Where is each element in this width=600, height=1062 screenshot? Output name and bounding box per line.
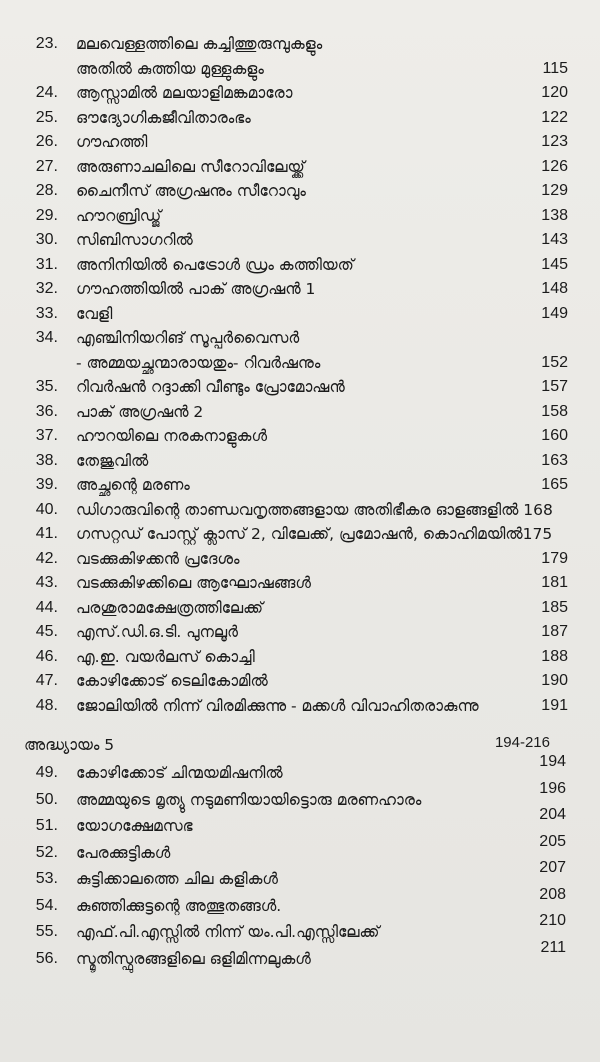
entry-page-number: 160	[541, 427, 568, 444]
toc-list	[0, 32, 600, 718]
chapter-label: അദ്ധ്യായം 5	[24, 736, 115, 754]
entry-title	[68, 400, 600, 425]
entry-page-number: 191	[541, 696, 568, 714]
entry-title-line: യോഗക്ഷേമസഭ	[76, 817, 193, 835]
entry-title	[68, 204, 600, 229]
entry-page-number: 123	[541, 133, 568, 150]
entry-title	[68, 547, 600, 572]
toc-entry	[0, 498, 600, 523]
entry-number: 42.	[35, 549, 58, 567]
entry-title-line: പരശുരാമക്ഷേത്രത്തിലേക്ക്	[76, 598, 264, 617]
entry-title-line: ഗൗഹത്തി	[76, 133, 148, 151]
entry-title	[68, 473, 600, 498]
entry-title-line: ഡിഗാരുവിന്റെ താണ്ഡവനൃത്തങ്ങളായ അതിഭീകര ഓളങ്ങളിൽ 168	[76, 500, 553, 519]
chapter-page-range: 194-216	[494, 734, 550, 751]
entry-title-line: ചൈനീസ് അഗ്രഷനും സീറോവും	[76, 182, 306, 200]
entry-number: 35.	[35, 378, 58, 395]
entry-title	[68, 498, 600, 523]
entry-number: 44.	[35, 598, 58, 616]
entry-title-line: വടക്കുകിഴക്കിലെ ആഘോഷങ്ങൾ	[76, 574, 311, 592]
entry-number: 43.	[35, 574, 58, 591]
entry-title-line: അരുണാചലിലെ സീറോവിലേയ്ക്ക്	[76, 157, 305, 176]
entry-title	[68, 155, 600, 180]
toc-entry	[0, 253, 600, 278]
toc-entry	[0, 473, 600, 498]
entry-title	[68, 302, 600, 327]
entry-title	[68, 787, 600, 814]
table-of-contents	[0, 32, 600, 972]
entry-number: 25.	[35, 108, 58, 126]
entry-title	[68, 81, 600, 106]
entry-title-line: അമ്മയുടെ മൃത്യു നടുമണിയായിട്ടൊരു മരണഹാരം	[76, 790, 422, 809]
entry-title	[68, 813, 600, 840]
entry-title	[68, 946, 600, 973]
entry-number: 46.	[35, 647, 58, 665]
entry-page-number: 148	[541, 280, 568, 297]
entry-title-line: അച്ഛന്റെ മരണം	[76, 476, 190, 494]
entry-number: 53.	[35, 870, 58, 887]
toc-entry	[0, 375, 600, 400]
entry-number: 55.	[35, 923, 58, 940]
entry-number: 30.	[35, 231, 58, 248]
entry-title-line: വടക്കുകിഴക്കൻ പ്രദേശം	[76, 549, 240, 568]
entry-title	[68, 106, 600, 131]
entry-page-number: 211	[540, 938, 566, 956]
entry-title-line: സിബിസാഗറിൽ	[76, 231, 193, 249]
entry-number: 47.	[35, 672, 58, 689]
entry-page-number: 126	[541, 157, 568, 175]
entry-number: 49.	[35, 764, 58, 781]
toc-list-chapter-5	[0, 753, 600, 972]
entry-title	[68, 32, 600, 81]
toc-entry	[0, 81, 600, 106]
entry-page-number: 207	[539, 859, 566, 876]
entry-title	[68, 760, 600, 787]
toc-entry	[0, 179, 600, 204]
toc-entry	[0, 885, 600, 920]
entry-page-number: 204	[539, 806, 566, 823]
entry-title	[68, 449, 600, 474]
entry-number: 29.	[35, 206, 58, 224]
entry-title-line: മലവെള്ളത്തിലെ കച്ചിത്തുരുമ്പുകളും	[76, 35, 323, 53]
toc-entry	[0, 571, 600, 596]
entry-title-line: - അമ്മയച്ഛന്മാരായതും- റിവർഷനും	[76, 353, 321, 372]
entry-number: 45.	[35, 623, 58, 640]
toc-entry	[0, 645, 600, 670]
entry-title	[68, 228, 600, 253]
toc-entry	[0, 522, 600, 547]
toc-entry	[0, 400, 600, 425]
toc-entry	[0, 806, 600, 840]
entry-number: 48.	[35, 696, 58, 714]
entry-title	[68, 840, 600, 867]
entry-number: 52.	[35, 843, 58, 861]
entry-number: 41.	[35, 525, 58, 542]
toc-entry	[0, 859, 600, 893]
toc-entry	[0, 669, 600, 694]
entry-title-line: വേളി	[76, 304, 113, 323]
entry-page-number: 187	[541, 623, 568, 640]
toc-entry	[0, 547, 600, 572]
entry-title-line: സ്മൃതിസ്ഫുരങ്ങളിലെ ഒളിമിന്നലുകൾ	[76, 949, 311, 968]
entry-number: 50.	[35, 790, 58, 808]
toc-entry	[0, 204, 600, 229]
toc-entry	[0, 130, 600, 155]
toc-entry	[0, 228, 600, 253]
entry-title-line: എഫ്.പി.എസ്സിൽ നിന്ന് യം.പി.എസ്സിലേക്ക്	[76, 923, 380, 941]
entry-page-number: 129	[541, 182, 568, 199]
entry-number: 24.	[35, 84, 58, 101]
entry-title-line: ഗൗഹത്തിയിൽ പാക് അഗ്രഷൻ 1	[76, 280, 316, 298]
entry-title	[68, 326, 600, 375]
entry-title	[68, 919, 600, 946]
toc-entry	[0, 155, 600, 180]
entry-page-number: 138	[541, 206, 568, 224]
entry-title-line: പാക് അഗ്രഷൻ 2	[76, 402, 204, 421]
entry-title	[68, 596, 600, 621]
entry-page-number: 143	[541, 231, 568, 248]
toc-entry	[0, 277, 600, 302]
toc-entry	[0, 912, 600, 946]
entry-page-number: 163	[541, 451, 568, 469]
toc-entry	[0, 326, 600, 375]
entry-page-number: 208	[539, 885, 566, 903]
entry-number: 31.	[35, 255, 58, 273]
entry-page-number: 145	[541, 255, 568, 273]
entry-title	[68, 893, 600, 920]
entry-number: 54.	[35, 896, 58, 914]
entry-title-line: കുഞ്ഞിക്കുട്ടന്റെ അത്ഭുതങ്ങൾ.	[76, 896, 282, 915]
entry-page-number: 196	[539, 779, 566, 797]
toc-entry	[0, 620, 600, 645]
entry-title	[68, 277, 600, 302]
entry-title	[68, 130, 600, 155]
entry-title	[68, 253, 600, 278]
entry-title-line: കുട്ടിക്കാലത്തെ ചില കളികൾ	[76, 870, 278, 888]
toc-entry	[0, 424, 600, 449]
entry-title-line: അതിൽ കുത്തിയ മുള്ളുകളും	[76, 59, 264, 78]
entry-title	[68, 620, 600, 645]
entry-number: 33.	[35, 304, 58, 322]
entry-title-line: എസ്.ഡി.ഒ.ടി. പുനലൂർ	[76, 623, 238, 641]
entry-page-number: 120	[541, 84, 568, 101]
entry-page-number: 188	[541, 647, 568, 665]
toc-entry	[0, 753, 600, 787]
entry-page-number: 122	[541, 108, 568, 126]
entry-page-number: 205	[539, 832, 566, 850]
toc-entry	[0, 832, 600, 867]
toc-entry	[0, 32, 600, 81]
entry-title	[68, 522, 600, 547]
entry-title	[68, 866, 600, 893]
entry-page-number: 190	[541, 672, 568, 689]
entry-page-number: 152	[541, 353, 568, 371]
entry-title-line: തേജുവിൽ	[76, 451, 149, 470]
toc-entry	[0, 596, 600, 621]
entry-title-line: ഹൗറബ്രിഡ്ജ്	[76, 206, 162, 225]
toc-entry	[0, 938, 600, 973]
entry-number: 34.	[35, 329, 58, 346]
entry-title	[68, 694, 600, 719]
toc-entry	[0, 694, 600, 719]
chapter-heading	[0, 732, 600, 758]
entry-page-number: 158	[541, 402, 568, 420]
entry-title	[68, 424, 600, 449]
entry-title-line: എഞ്ചിനിയറിങ് സൂപ്പർവൈസർ	[76, 329, 300, 347]
entry-page-number: 194	[539, 753, 566, 770]
entry-number: 40.	[35, 500, 58, 518]
entry-title-line: പേരക്കുട്ടികൾ	[76, 843, 171, 862]
entry-title-line: ആസ്സാമിൽ മലയാളിമങ്കമാരോ	[76, 84, 293, 102]
entry-title-line: കോഴിക്കോട് ചിന്മയമിഷനിൽ	[76, 764, 283, 782]
entry-page-number: 149	[541, 304, 568, 322]
entry-page-number: 115	[542, 59, 568, 77]
entry-page-number: 181	[541, 574, 568, 591]
entry-page-number: 179	[541, 549, 568, 567]
entry-title-line: കോഴിക്കോട് ടെലികോമിൽ	[76, 672, 268, 690]
entry-number: 27.	[35, 157, 58, 175]
entry-number: 28.	[35, 182, 58, 199]
entry-number: 26.	[35, 133, 58, 150]
entry-number: 37.	[35, 427, 58, 444]
entry-title	[68, 571, 600, 596]
entry-number: 39.	[35, 476, 58, 493]
entry-title-line: ഔദ്യോഗികജീവിതാരംഭം	[76, 108, 251, 127]
entry-number: 23.	[35, 35, 58, 52]
entry-title-line: റിവർഷൻ റദ്ദാക്കി വീണ്ടും പ്രോമോഷൻ	[76, 378, 345, 396]
entry-title	[68, 645, 600, 670]
entry-title-line: അനിനിയിൽ പെട്രോൾ ഡ്രം കത്തിയത്	[76, 255, 354, 274]
entry-title	[68, 179, 600, 204]
entry-page-number: 157	[541, 378, 568, 395]
entry-title-line: ജോലിയിൽ നിന്ന് വിരമിക്കുന്നു - മക്കൾ വിവാഹിതരാകുന്നു	[76, 696, 479, 715]
entry-page-number: 165	[541, 476, 568, 493]
toc-entry	[0, 779, 600, 814]
entry-title-line: ഗസറ്റഡ് പോസ്റ്റ് ക്ലാസ് 2, വിലേക്ക്, പ്രമോഷൻ, കൊഹിമയിൽ175	[76, 525, 553, 543]
entry-number: 36.	[35, 402, 58, 420]
entry-number: 51.	[35, 817, 58, 834]
entry-title-line: എ.ഇ. വയർലസ് കൊച്ചി	[76, 647, 255, 666]
entry-page-number: 210	[539, 912, 566, 929]
entry-number: 32.	[35, 280, 58, 297]
entry-page-number: 185	[541, 598, 568, 616]
entry-number: 56.	[35, 949, 58, 967]
entry-title-line: ഹൗറയിലെ നരകനാളുകൾ	[76, 427, 268, 445]
entry-number: 38.	[35, 451, 58, 469]
toc-entry	[0, 302, 600, 327]
toc-entry	[0, 449, 600, 474]
entry-title	[68, 669, 600, 694]
entry-title	[68, 375, 600, 400]
toc-entry	[0, 106, 600, 131]
